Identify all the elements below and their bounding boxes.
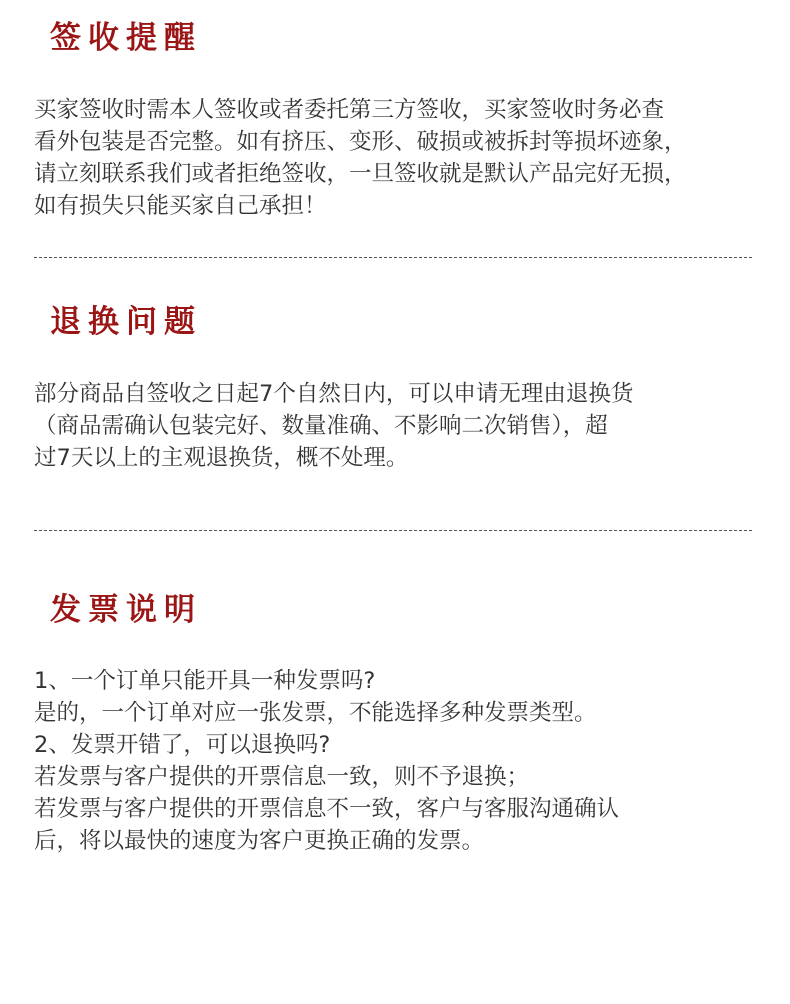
text-line: 后，将以最快的速度为客户更换正确的发票。 bbox=[34, 828, 485, 854]
section-title-returns: 退换问题 bbox=[50, 304, 202, 340]
text-line: 1、一个订单只能开具一种发票吗? bbox=[34, 668, 376, 694]
text-line: 请立刻联系我们或者拒绝签收，一旦签收就是默认产品完好无损， bbox=[34, 161, 687, 187]
text-line: 部分商品自签收之日起7个自然日内，可以申请无理由退换货 bbox=[34, 381, 634, 407]
text-line: 若发票与客户提供的开票信息一致，则不予退换； bbox=[34, 764, 530, 790]
returns-text bbox=[34, 378, 633, 474]
text-line: 如有损失只能买家自己承担！ bbox=[34, 193, 327, 219]
section-title-receipt-reminder: 签收提醒 bbox=[50, 20, 202, 56]
text-line: 是的，一个订单对应一张发票，不能选择多种发票类型。 bbox=[34, 700, 597, 726]
text-line: 2、发票开错了，可以退换吗? bbox=[34, 732, 331, 758]
text-line: 过7天以上的主观退换货，概不处理。 bbox=[34, 445, 409, 471]
text-line: 若发票与客户提供的开票信息不一致，客户与客服沟通确认 bbox=[34, 796, 620, 822]
text-line: 看外包装是否完整。如有挤压、变形、破损或被拆封等损坏迹象， bbox=[34, 129, 687, 155]
section-title-invoice: 发票说明 bbox=[50, 592, 202, 628]
text-line: （商品需确认包装完好、数量准确、不影响二次销售），超 bbox=[34, 413, 608, 439]
text-line: 买家签收时需本人签收或者委托第三方签收，买家签收时务必查 bbox=[34, 97, 665, 123]
dashed-divider bbox=[34, 257, 752, 258]
receipt-reminder-text bbox=[34, 94, 687, 222]
invoice-text bbox=[34, 665, 619, 857]
dashed-divider bbox=[34, 530, 752, 531]
